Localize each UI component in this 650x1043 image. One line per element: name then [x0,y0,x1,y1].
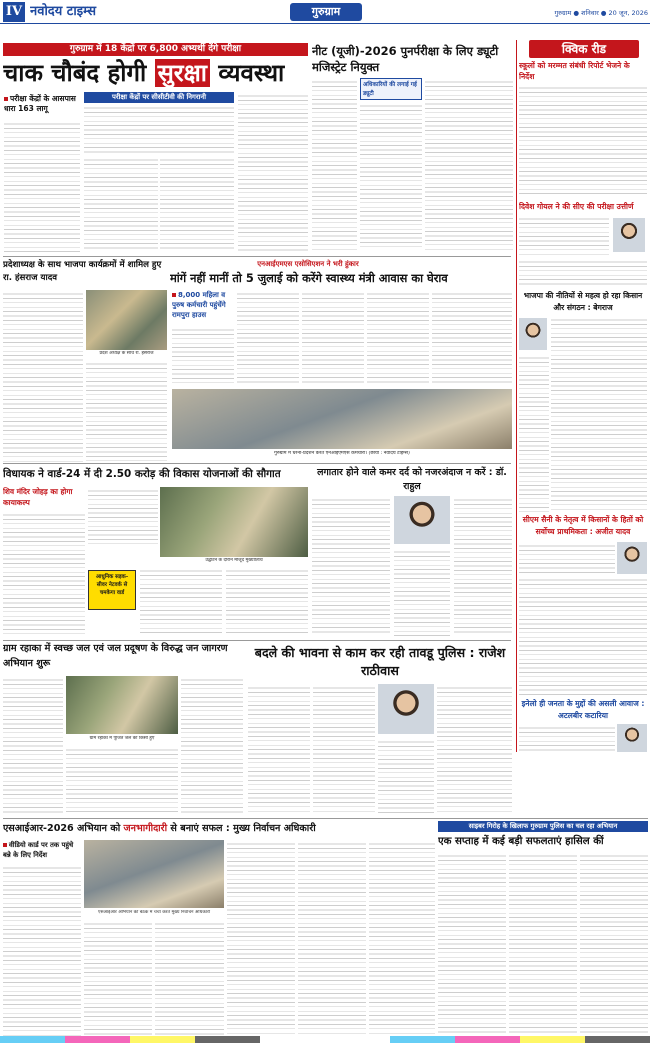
dateline: गुरुग्राम ● शनिवार ● 20 जून, 2026 [554,9,648,17]
nhm-headline: मांगें नहीं मानीं तो 5 जुलाई को करेंगे स्वास्थ्य मंत्री आवास का घेराव [170,271,448,285]
brand-logo: नवोदय टाइम्स [30,4,97,19]
doctor-body-col1 [312,496,390,636]
sir-photo [84,840,224,908]
sir-headline: एसआईआर-2026 अभियान को जनभागीदारी से बनाएं सफल : मुख्य निर्वाचन अधिकारी [3,823,316,834]
quick-read-item2-body2 [519,258,647,288]
lead-box-body [84,104,234,154]
dateline-day: शनिवार [581,9,599,17]
ward-body-col2 [88,487,158,547]
quick-read-item3-photo [519,318,547,350]
nhm-caption: गुरुग्राम में धरना-प्रदर्शन करते एनआईएमएस कर्मचारी। (छाया : नवोदय टाइम्स) [274,451,410,456]
water-body-col1 [3,676,63,814]
quick-read-item2-photo [613,218,645,252]
lead-kicker-bar [3,43,308,56]
ward-photo [160,487,308,557]
quick-read-item3-body2 [519,354,549,512]
doctor-body-col2 [394,548,450,636]
nhm-body-col2 [237,290,299,386]
pradesh-caption: प्रदेश अध्यक्ष के साथ रा. हंसराज [99,351,154,356]
nhm-photo [172,389,512,449]
lead-headline-highlight: सुरक्षा [155,59,210,87]
ward-inset: आधुनिक सड़क-सीवर नेटवर्क से चमकेगा वार्ड [88,570,136,610]
sir-body-col5 [298,840,366,1036]
ward-sub: शिव मंदिर जोहड़ का होगा कायाकल्प [3,487,73,507]
doctor-photo [394,496,450,544]
quick-read-item2-body [519,215,609,255]
neet-headline: नीट (यूजी)-2026 पुनर्परीक्षा के लिए ड्यूटी मजिस्ट्रेट नियुक्त [312,44,499,74]
cyber-body-col3 [580,852,648,1036]
sir-body-col4 [227,840,295,1036]
rathi-body-col3 [378,738,434,814]
quick-read-item5-body [519,724,615,752]
neet-body-col3 [425,78,513,250]
rathi-body-col4 [437,684,512,814]
water-photo [66,676,178,734]
nhm-body-col5 [432,290,512,386]
doctor-headline: लगातार होने वाले कमर दर्द को नजरअंदाज न करें : डॉ. राहुल [317,467,507,492]
rathi-body-col1 [248,684,310,814]
sir-side-head: वीडियो कार्ड पर तक पहुंचे बन्ने के लिए निर्देश [3,841,74,859]
cyber-body-col2 [509,852,577,1036]
doctor-body-col3 [454,496,512,636]
rathi-photo [378,684,434,734]
rathi-headline: बदले की भावना से काम कर रही तावडू पुलिस : राजेश राठीवास [254,645,506,678]
pradesh-body-col2 [86,360,167,462]
neet-box: अधिकारियों की लगाई गई ड्यूटी [360,78,422,100]
quick-read-item1-head: स्कूलों को मरम्मत संबंधी रिपोर्ट भेजने के निर्देश [519,61,630,81]
lead-body-col2 [84,156,158,252]
cyber-headline: एक सप्ताह में कई बड़ी सफलताएं हासिल कीं [438,836,604,847]
lead-headline-part2: व्यवस्था [218,59,285,87]
nhm-kicker: एनआईएमएस एसोसिएशन ने भरी हुंकार [257,260,359,268]
nhm-body-col1 [172,326,234,386]
quick-read-item1-body [519,84,647,194]
masthead [0,0,650,24]
lead-box-head: परीक्षा केंद्रों पर सीसीटीवी की निगरानी [84,92,234,103]
quick-read-item4-head: सीएम सैनी के नेतृत्व में किसानों के हितों को सर्वोच्च प्राथमिकता : अजीत यादव [522,515,644,536]
quick-read-item4-photo [617,542,647,574]
water-body-col2 [66,746,178,814]
nhm-sub1: 8,000 महिला व पुरुष कर्मचारी पहुंचेंगे रामपुरा हाउस [172,291,226,319]
quick-read-item5-head: इनेलो ही जनता के मुद्दों की असली आवाज : अटलबीर कटारिया [521,699,645,720]
lead-body-col4 [238,92,308,252]
quick-read-sidebar [516,40,648,752]
lead-headline-part1: चाक चौबंद होगी [3,59,147,87]
quick-read-item3-body [551,316,647,512]
nhm-body-col3 [302,290,364,386]
pradesh-photo [86,290,167,350]
neet-body-col2 [360,102,422,250]
sir-body-col6 [369,840,435,1036]
sir-caption: एसआईआर अभियान की बैठक में चर्चा करते मुख्य निर्वाचन अधिकारी [97,910,210,915]
page-number: IV [3,2,25,22]
sir-body-col3 [155,920,224,1036]
quick-read-item3-head: भाजपा की नीतियों से महत्व हो रहा किसान और संगठन : बेगराज [523,291,643,312]
quick-read-title: क्विक रीड [529,40,639,58]
pradesh-body-col1 [3,290,83,462]
quick-read-item4-body [519,542,615,574]
dateline-city: गुरुग्राम [554,9,572,17]
ward-body-col3 [140,567,222,635]
quick-read-item5-photo [617,724,647,752]
quick-read-item4-body2 [519,576,647,696]
dateline-date: 20 जून, 2026 [608,9,648,17]
rathi-body-col2 [313,684,375,814]
ward-body-col4 [226,567,308,635]
sir-body-col1 [3,864,81,1036]
lead-body-col3 [160,156,234,252]
section-title: गुरुग्राम [290,3,362,21]
water-headline: ग्राम रहाका में स्वच्छ जल एवं जल प्रदूषण के विरुद्ध जन जागरण अभियान शुरू [3,643,228,669]
lead-side-body [4,120,80,252]
lead-kicker: गुरुग्राम में 18 केंद्रों पर 6,800 अभ्यर्थी देंगे परीक्षा [69,44,242,54]
water-body-col3 [181,676,243,814]
sir-headline-highlight: जनभागीदारी [123,823,168,834]
nhm-body-col4 [367,290,429,386]
registration-marks [0,1036,650,1043]
water-caption: ग्राम रहाका में पूजित जल को किसी हुए [89,736,155,741]
ward-body-col1 [3,511,85,635]
neet-body-col1 [312,78,357,250]
lead-headline [3,57,308,89]
sir-body-col2 [84,920,152,1036]
cyber-body-col1 [438,852,506,1036]
cyber-kicker: साइबर गिरोह के खिलाफ गुरुग्राम पुलिस का चल रहा अभियान [438,821,648,832]
ward-caption: उद्घाटन के दौरान मौजूद मुख्यातिथि [205,558,263,563]
pradesh-headline: प्रदेशाध्यक्ष के साथ भाजपा कार्यक्रमों में शामिल हुए रा. हंसराज यादव [3,260,162,283]
quick-read-item2-head: दिवेश गोयल ने की सीए की परीक्षा उत्तीर्ण [519,202,634,211]
ward-headline: विधायक ने वार्ड-24 में दी 2.50 करोड़ की विकास योजनाओं की सौगात [3,468,281,480]
lead-side-head: परीक्षा केंद्रों के आसपास धारा 163 लागू [4,94,76,113]
